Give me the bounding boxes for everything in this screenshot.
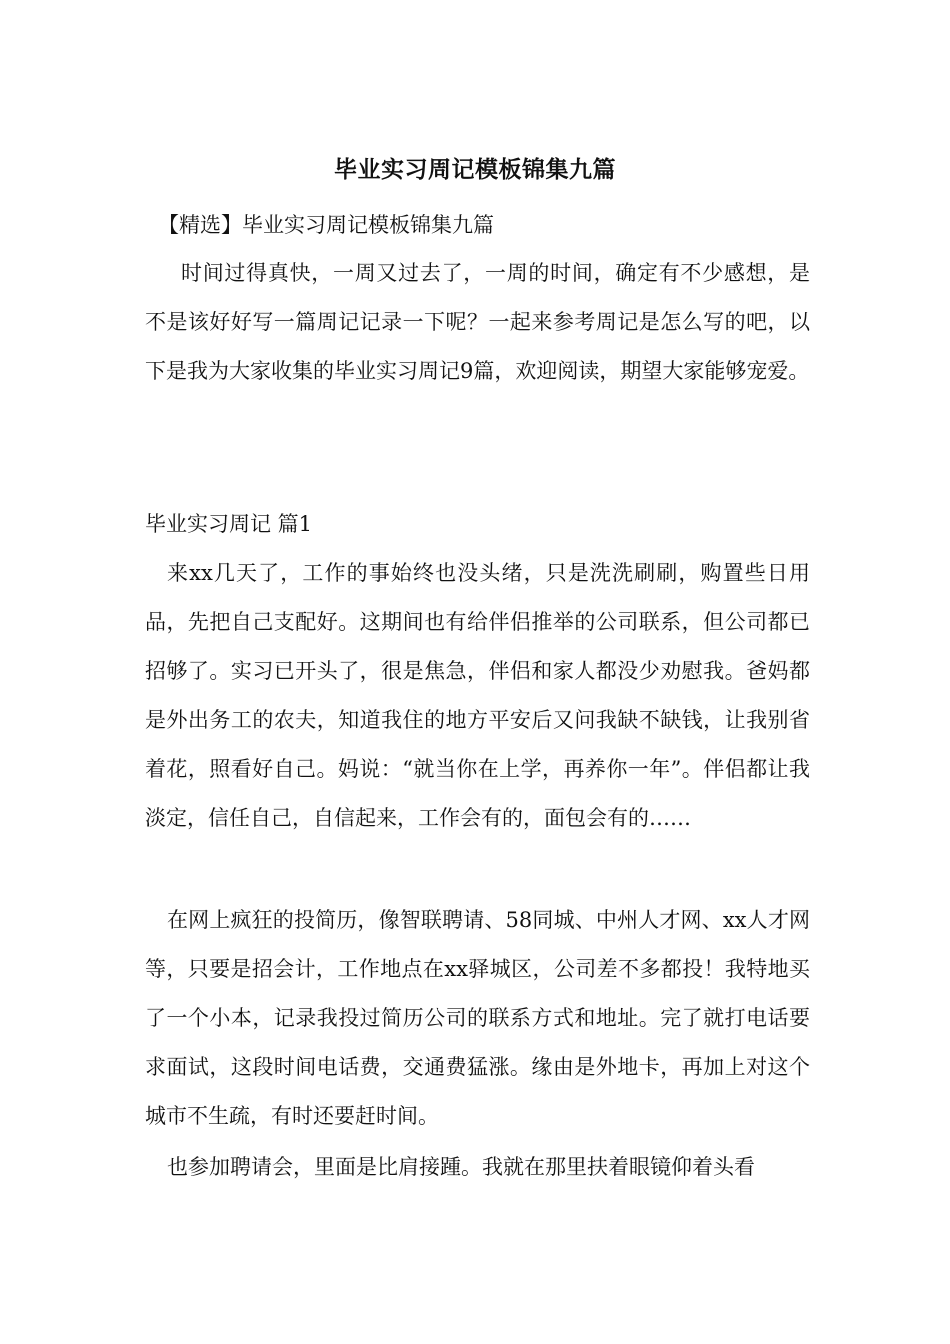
document-title: 毕业实习周记模板锦集九篇 bbox=[334, 156, 616, 183]
document-subtitle: 【精选】毕业实习周记模板锦集九篇 bbox=[158, 213, 494, 237]
section-heading: 毕业实习周记 篇1 bbox=[145, 512, 313, 536]
body-paragraph: 在网上疯狂的投简历，像智联聘请、58同城、中州人才网、xx人才网等，只要是招会计，工作地点在xx驿城区，公司差不多都投！我特地买了一个小本，记录我投过简历公司的联系方式和地址。完了就打电话要求面试，这段时间电话费，交通费猛涨。缘由是外地卡，再加上对这个城市不生疏，有时还要赶时间。 bbox=[145, 908, 810, 1128]
body-paragraph: 来xx几天了，工作的事始终也没头绪，只是洗洗刷刷，购置些日用品，先把自己支配好。这期间也有给伴侣推举的公司联系，但公司都已招够了。实习已开头了，很是焦急，伴侣和家人都没少劝慰我。爸妈都是外出务工的农夫，知道我住的地方平安后又问我缺不缺钱，让我别省着花，照看好自己。妈说：“就当你在上学，再养你一年”。伴侣都让我淡定，信任自己，自信起来，工作会有的，面包会有的…… bbox=[145, 561, 810, 830]
intro-paragraph: 时间过得真快，一周又过去了，一周的时间，确定有不少感想，是不是该好好写一篇周记记录一下呢？一起来参考周记是怎么写的吧，以下是我为大家收集的毕业实习周记9篇，欢迎阅读，期望大家能够宠爱。 bbox=[145, 261, 810, 383]
body-paragraph: 也参加聘请会，里面是比肩接踵。我就在那里扶着眼镜仰着头看 bbox=[167, 1155, 755, 1179]
